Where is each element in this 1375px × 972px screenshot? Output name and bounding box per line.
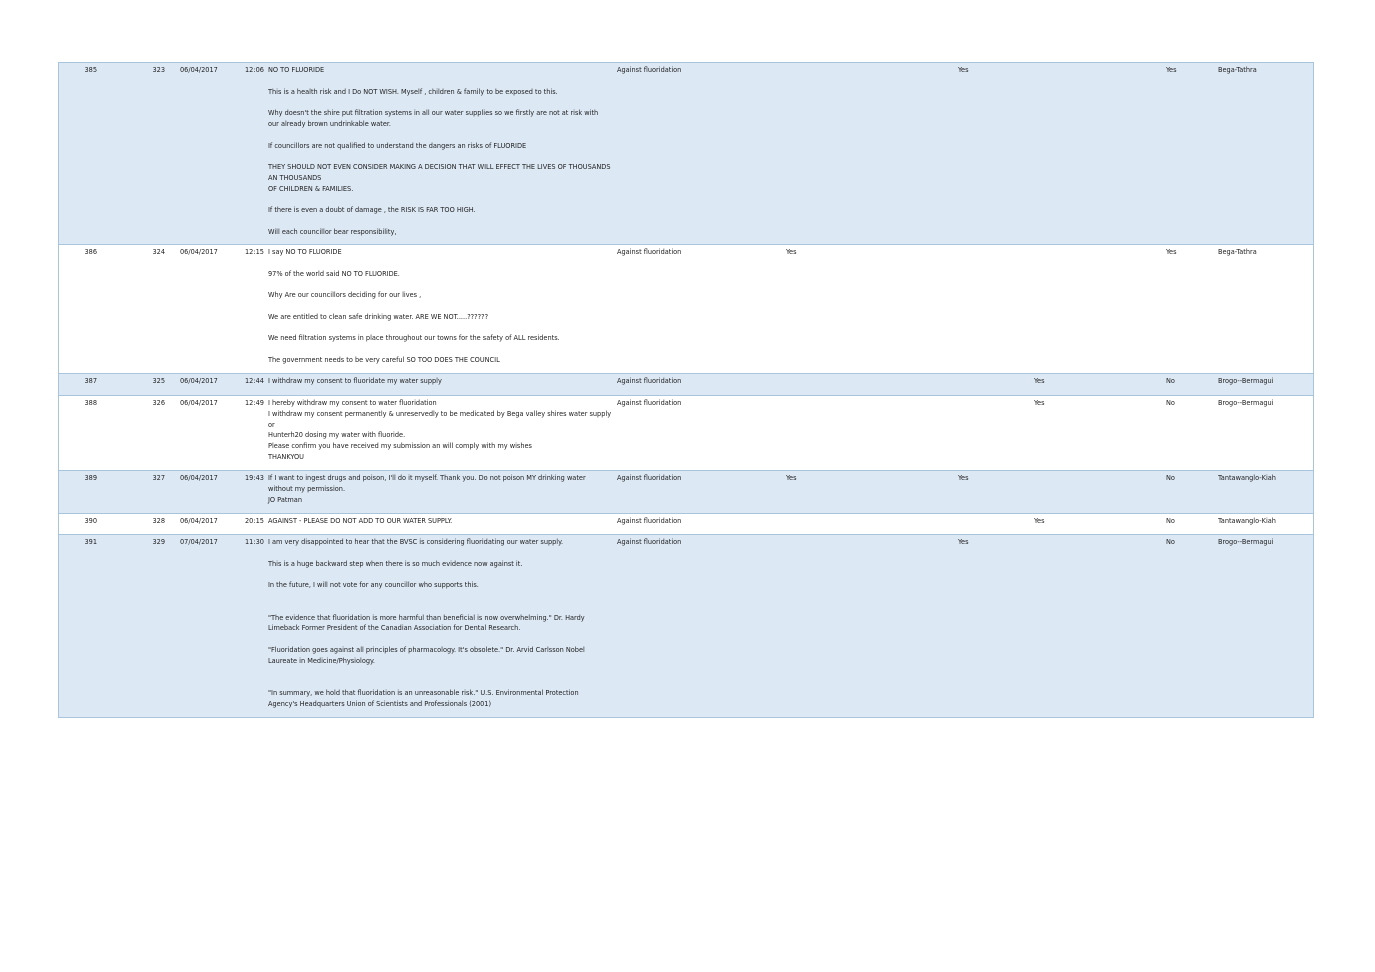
comment-line: JO Patman bbox=[268, 494, 302, 504]
submission-date: 06/04/2017 bbox=[180, 376, 218, 385]
position-cell: Against fluoridation bbox=[617, 516, 682, 525]
comment-line: I withdraw my consent to fluoridate my water supply bbox=[268, 376, 442, 385]
comment-line: The government needs to be very careful SO TOO DOES THE COUNCIL bbox=[268, 354, 500, 364]
comment-line bbox=[268, 151, 618, 162]
comment-line: This is a huge backward step when there is so much evidence now against it. bbox=[268, 558, 523, 568]
comment-cell bbox=[268, 537, 618, 710]
comment-line bbox=[268, 591, 618, 602]
table-row bbox=[58, 514, 1314, 535]
submission-time: 12:06 bbox=[245, 65, 264, 74]
submission-date: 06/04/2017 bbox=[180, 398, 218, 407]
submissions-table bbox=[58, 62, 1314, 718]
comment-cell bbox=[268, 516, 618, 527]
comment-line: Why doesn't the shire put filtration systems in all our water supplies so we firstly are not at risk with bbox=[268, 108, 599, 118]
comment-line: "Fluoridation goes against all principles of pharmacology. It's obsolete." Dr. Arvid Carlsson Nobel bbox=[268, 644, 585, 654]
region-cell: Brogo--Bermagui bbox=[1218, 376, 1274, 385]
comment-cell bbox=[268, 65, 618, 238]
row-id: 388 bbox=[84, 398, 97, 407]
comment-line: NO TO FLUORIDE bbox=[268, 65, 325, 74]
submission-time: 20:15 bbox=[245, 516, 264, 525]
comment-line: We need filtration systems in place throughout our towns for the safety of ALL residents. bbox=[268, 333, 560, 343]
comment-cell bbox=[268, 247, 618, 366]
comment-line: "The evidence that fluoridation is more harmful than beneficial is now overwhelming." Dr. Hardy bbox=[268, 612, 585, 622]
response-col-b: Yes bbox=[958, 65, 969, 74]
submission-time: 12:49 bbox=[245, 398, 264, 407]
submission-number: 324 bbox=[152, 247, 165, 256]
comment-line: "In summary, we hold that fluoridation is an unreasonable risk." U.S. Environmental Protection bbox=[268, 688, 579, 698]
comment-line: THANKYOU bbox=[268, 451, 304, 461]
response-yes-no: No bbox=[1166, 537, 1175, 546]
region-cell: Bega-Tathra bbox=[1218, 65, 1257, 74]
table-row bbox=[58, 471, 1314, 514]
region-cell: Brogo--Bermagui bbox=[1218, 537, 1274, 546]
submission-date: 06/04/2017 bbox=[180, 247, 218, 256]
comment-cell bbox=[268, 473, 618, 505]
comment-line: This is a health risk and I Do NOT WISH. Myself , children & family to be exposed to this. bbox=[268, 86, 558, 96]
position-cell: Against fluoridation bbox=[617, 473, 682, 482]
comment-line: If there is even a doubt of damage , the RISK IS FAR TOO HIGH. bbox=[268, 205, 476, 215]
comment-line: We are entitled to clean safe drinking water. ARE WE NOT.....?????? bbox=[268, 311, 489, 321]
comment-line bbox=[268, 301, 618, 312]
position-cell: Against fluoridation bbox=[617, 398, 682, 407]
row-id: 389 bbox=[84, 473, 97, 482]
response-col-c: Yes bbox=[1034, 398, 1045, 407]
comment-line: If councillors are not qualified to understand the dangers an risks of FLUORIDE bbox=[268, 140, 527, 150]
response-yes-no: Yes bbox=[1166, 65, 1177, 74]
submission-date: 06/04/2017 bbox=[180, 65, 218, 74]
comment-line bbox=[268, 323, 618, 334]
response-yes-no: Yes bbox=[1166, 247, 1177, 256]
submission-date: 06/04/2017 bbox=[180, 473, 218, 482]
comment-line: AGAINST - PLEASE DO NOT ADD TO OUR WATER SUPPLY. bbox=[268, 516, 453, 525]
submission-date: 06/04/2017 bbox=[180, 516, 218, 525]
response-col-b: Yes bbox=[958, 537, 969, 546]
comment-cell bbox=[268, 398, 618, 463]
response-yes-no: No bbox=[1166, 516, 1175, 525]
region-cell: Bega-Tathra bbox=[1218, 247, 1257, 256]
submission-number: 328 bbox=[152, 516, 165, 525]
submission-date: 07/04/2017 bbox=[180, 537, 218, 546]
region-cell: Brogo--Bermagui bbox=[1218, 398, 1274, 407]
comment-line bbox=[268, 344, 618, 355]
submission-number: 325 bbox=[152, 376, 165, 385]
response-col-a: Yes bbox=[786, 473, 797, 482]
submission-number: 326 bbox=[152, 398, 165, 407]
position-cell: Against fluoridation bbox=[617, 247, 682, 256]
submission-time: 19:43 bbox=[245, 473, 264, 482]
comment-line bbox=[268, 216, 618, 227]
row-id: 387 bbox=[84, 376, 97, 385]
comment-line bbox=[268, 279, 618, 290]
position-cell: Against fluoridation bbox=[617, 65, 682, 74]
row-id: 391 bbox=[84, 537, 97, 546]
region-cell: Tantawanglo-Kiah bbox=[1218, 473, 1276, 482]
response-yes-no: No bbox=[1166, 473, 1175, 482]
comment-line: THEY SHOULD NOT EVEN CONSIDER MAKING A DECISION THAT WILL EFFECT THE LIVES OF THOUSANDS bbox=[268, 162, 611, 172]
row-id: 390 bbox=[84, 516, 97, 525]
submission-time: 12:15 bbox=[245, 247, 264, 256]
comment-line: I say NO TO FLUORIDE bbox=[268, 247, 342, 256]
comment-line: Why Are our councillors deciding for our lives , bbox=[268, 290, 422, 300]
comment-cell bbox=[268, 376, 618, 387]
comment-line: I hereby withdraw my consent to water fluoridation bbox=[268, 398, 437, 407]
comment-line: I am very disappointed to hear that the BVSC is considering fluoridating our water supply. bbox=[268, 537, 564, 546]
comment-line bbox=[268, 677, 618, 688]
comment-line: Please confirm you have received my submission an will comply with my wishes bbox=[268, 441, 532, 451]
table-row bbox=[58, 374, 1314, 396]
comment-line bbox=[268, 569, 618, 580]
comment-line: OF CHILDREN & FAMILIES. bbox=[268, 183, 354, 193]
comment-line: If I want to ingest drugs and poison, I'll do it myself. Thank you. Do not poison MY drinking water bbox=[268, 473, 586, 482]
submission-number: 327 bbox=[152, 473, 165, 482]
response-col-c: Yes bbox=[1034, 376, 1045, 385]
comment-line: without my permission. bbox=[268, 483, 346, 493]
position-cell: Against fluoridation bbox=[617, 537, 682, 546]
comment-line: Laureate in Medicine/Physiology. bbox=[268, 655, 375, 665]
comment-line: In the future, I will not vote for any councillor who supports this. bbox=[268, 580, 479, 590]
comment-line bbox=[268, 195, 618, 206]
comment-line: Agency's Headquarters Union of Scientists and Professionals (2001) bbox=[268, 698, 492, 708]
submission-time: 11:30 bbox=[245, 537, 264, 546]
comment-line: Will each councillor bear responsibility, bbox=[268, 226, 397, 236]
response-col-b: Yes bbox=[958, 473, 969, 482]
comment-line bbox=[268, 548, 618, 559]
response-col-c: Yes bbox=[1034, 516, 1045, 525]
table-row bbox=[58, 62, 1314, 245]
response-yes-no: No bbox=[1166, 376, 1175, 385]
comment-line: 97% of the world said NO TO FLUORIDE. bbox=[268, 268, 400, 278]
comment-line: Limeback Former President of the Canadian Association for Dental Research. bbox=[268, 623, 521, 633]
comment-line bbox=[268, 258, 618, 269]
table-row bbox=[58, 245, 1314, 374]
submission-number: 329 bbox=[152, 537, 165, 546]
comment-line: our already brown undrinkable water. bbox=[268, 118, 391, 128]
comment-line: AN THOUSANDS bbox=[268, 172, 322, 182]
response-yes-no: No bbox=[1166, 398, 1175, 407]
comment-line bbox=[268, 634, 618, 645]
table-row bbox=[58, 535, 1314, 718]
comment-line: or bbox=[268, 419, 275, 429]
region-cell: Tantawanglo-Kiah bbox=[1218, 516, 1276, 525]
comment-line bbox=[268, 602, 618, 613]
comment-line bbox=[268, 130, 618, 141]
table-row bbox=[58, 396, 1314, 471]
row-id: 385 bbox=[84, 65, 97, 74]
comment-line: I withdraw my consent permanently & unreservedly to be medicated by Bega valley shires water supply bbox=[268, 408, 612, 418]
response-col-a: Yes bbox=[786, 247, 797, 256]
submission-number: 323 bbox=[152, 65, 165, 74]
submission-time: 12:44 bbox=[245, 376, 264, 385]
comment-line bbox=[268, 76, 618, 87]
comment-line: Hunterh20 dosing my water with fluoride. bbox=[268, 430, 406, 440]
comment-line bbox=[268, 667, 618, 678]
row-id: 386 bbox=[84, 247, 97, 256]
comment-line bbox=[268, 97, 618, 108]
position-cell: Against fluoridation bbox=[617, 376, 682, 385]
